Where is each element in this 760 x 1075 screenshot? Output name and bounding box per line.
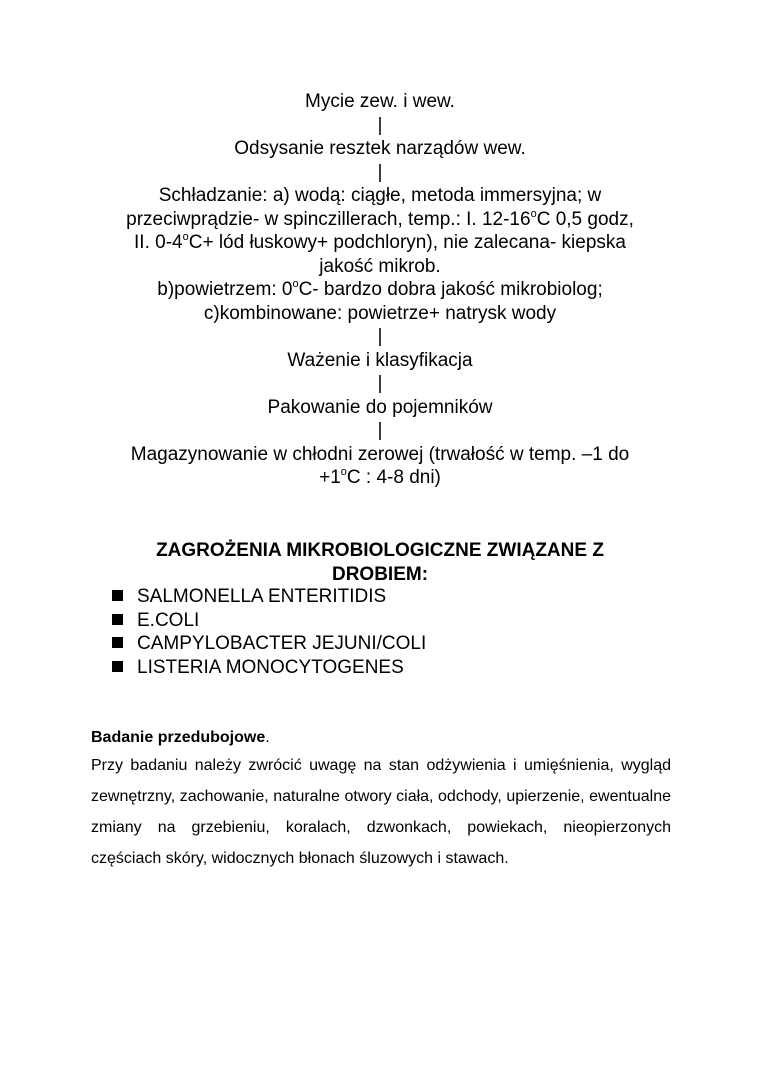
list-item-text: LISTERIA MONOCYTOGENES xyxy=(137,656,404,678)
examination-section xyxy=(91,726,671,874)
square-bullet-icon xyxy=(112,614,123,625)
square-bullet-icon xyxy=(112,637,123,648)
cooling-line xyxy=(95,278,665,302)
list-item-text: E.COLI xyxy=(137,609,200,631)
degree-mark: o xyxy=(292,278,299,290)
flow-separator: | xyxy=(377,326,383,347)
hazards-title-line: ZAGROŻENIA MIKROBIOLOGICZNE ZWIĄZANE Z xyxy=(156,540,604,561)
cooling-line: jakość mikrob. xyxy=(319,255,441,277)
step-suction: Odsysanie resztek narządów wew. xyxy=(234,138,526,159)
hazards-list xyxy=(112,585,426,679)
step-storage xyxy=(95,443,665,490)
flow-separator: | xyxy=(377,161,383,183)
cooling-line: c)kombinowane: powietrze+ natrysk wody xyxy=(203,302,557,324)
list-item xyxy=(112,585,426,609)
storage-line xyxy=(95,466,665,490)
degree-mark: o xyxy=(530,207,537,220)
hazards-title-line: DROBIEM: xyxy=(331,563,429,585)
square-bullet-icon xyxy=(112,590,123,601)
storage-text: C : 4-8 dni) xyxy=(346,467,441,488)
step-packing: Pakowanie do pojemników xyxy=(267,396,493,418)
degree-mark: o xyxy=(182,231,189,243)
cooling-line xyxy=(95,208,665,232)
section-body: Przy badaniu należy zwrócić uwagę na stan odżywienia i umięśnienia, wygląd zewnętrzny, zachowanie, naturalne otwory ciała, odchody, upierzenie, ewentualne zmiany na grzebieniu, koralach, dzwonkach, powiekach, nieopierzonych częściach skóry, widocznych błonach śluzowych i stawach. xyxy=(91,757,671,867)
step-cooling xyxy=(95,184,665,325)
list-item xyxy=(112,632,426,656)
cooling-text: C- bardzo dobra jakość mikrobiolog; xyxy=(298,279,603,300)
cooling-text: C 0,5 godz, xyxy=(536,208,634,230)
cooling-line xyxy=(95,231,665,255)
heading-text: Badanie przedubojowe xyxy=(91,729,266,746)
hazards-title xyxy=(95,539,665,586)
cooling-text: przeciwprądzie- w spinczillerach, temp.: I. 12-16 xyxy=(126,208,531,230)
list-item-text: SALMONELLA ENTERITIDIS xyxy=(137,586,387,607)
storage-line: Magazynowanie w chłodni zerowej (trwałość w temp. –1 do xyxy=(130,443,630,465)
cooling-line: Schładzanie: a) wodą: ciągłe, metoda immersyjna; w xyxy=(158,185,602,206)
list-item xyxy=(112,609,426,633)
flow-separator: | xyxy=(377,114,383,136)
cooling-text: C+ lód łuskowy+ podchloryn), nie zalecana- kiepska xyxy=(188,232,626,253)
degree-mark: o xyxy=(340,466,347,478)
heading-punct: . xyxy=(265,729,270,746)
process-flowchart xyxy=(95,90,665,490)
section-heading xyxy=(91,726,671,750)
square-bullet-icon xyxy=(112,661,123,672)
storage-text: +1 xyxy=(319,467,341,488)
cooling-text: II. 0-4 xyxy=(134,232,183,253)
step-weighing: Ważenie i klasyfikacja xyxy=(287,349,473,371)
flow-separator: | xyxy=(377,373,383,394)
list-item-text: CAMPYLOBACTER JEJUNI/COLI xyxy=(137,633,427,654)
step-washing: Mycie zew. i wew. xyxy=(305,91,455,112)
flow-separator: | xyxy=(377,420,383,441)
cooling-text: b)powietrzem: 0 xyxy=(157,279,293,300)
list-item xyxy=(112,656,426,680)
